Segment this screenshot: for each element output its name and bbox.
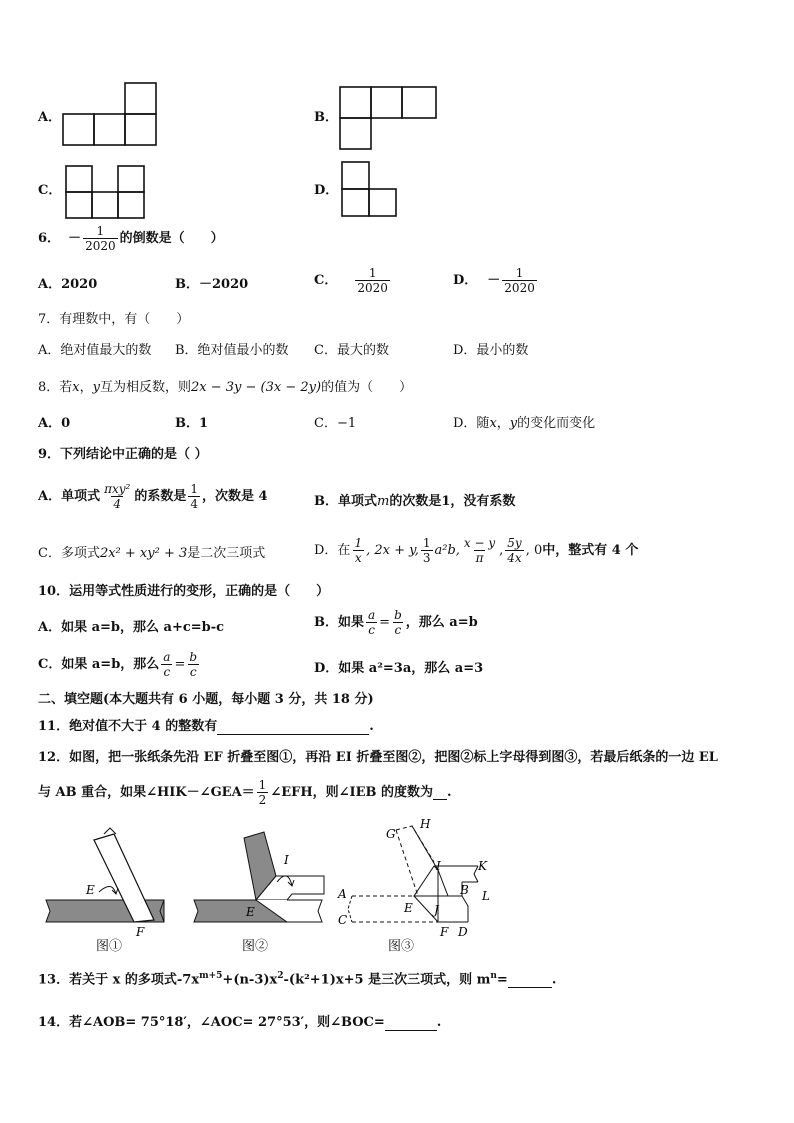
q9-option-a-monomial-num: πxy² bbox=[104, 482, 131, 496]
fig3-caption: 图③ bbox=[388, 939, 415, 954]
q9-option-d-frac4-num: 5y bbox=[507, 536, 522, 550]
q8-stem-mid: 互为相反数，则 bbox=[100, 380, 192, 395]
q12-half-den: 2 bbox=[258, 793, 267, 807]
q9-option-c-post: 是二次三项式 bbox=[187, 546, 266, 561]
q9-option-d-mid3: , 0 bbox=[525, 542, 543, 558]
q9-option-c bbox=[38, 546, 265, 562]
q13-sup3: n bbox=[490, 971, 497, 981]
q8-expression: 2x − 3y − (3x − 2y) bbox=[191, 380, 322, 395]
q6-stem-text: 的倒数是（ ） bbox=[119, 230, 224, 246]
q7-option-c: C．最大的数 bbox=[314, 343, 389, 358]
q9-option-a-monomial-den: 4 bbox=[113, 497, 122, 511]
q10-option-b-pre: B．如果 bbox=[314, 614, 364, 630]
q9-option-d-pre: D．在 bbox=[314, 542, 351, 558]
q7-option-a: A．绝对值最大的数 bbox=[38, 343, 152, 358]
q9-stem: 9．下列结论中正确的是（ ） bbox=[38, 447, 208, 462]
q5-option-b-label: B． bbox=[314, 110, 338, 125]
q13-end: . bbox=[551, 972, 557, 988]
q10-option-b-post: ，那么 a=b bbox=[405, 614, 478, 630]
q8-option-c: C．−1 bbox=[314, 416, 357, 431]
fig3-label-h: H bbox=[420, 817, 431, 831]
q12-half-num: 1 bbox=[258, 778, 267, 792]
fig2-label-i: I bbox=[284, 853, 289, 867]
q11-answer-blank[interactable] bbox=[217, 720, 369, 735]
q9-option-b-pre: B．单项式 bbox=[314, 494, 377, 509]
q10-option-b-frac-b bbox=[392, 608, 404, 637]
q12-half-fraction bbox=[257, 778, 269, 807]
q11 bbox=[38, 719, 374, 735]
fold-figure-3 bbox=[338, 816, 498, 938]
q9-option-d-frac4-den: 4x bbox=[507, 551, 522, 565]
q9-option-a-mid: 的系数是 bbox=[134, 488, 187, 504]
fig3-label-j: J bbox=[434, 903, 439, 917]
q9-option-a-monomial bbox=[102, 482, 132, 511]
fig2-label-e: E bbox=[246, 905, 255, 919]
fig3-label-b: B bbox=[460, 883, 469, 897]
q9-option-d-frac2 bbox=[421, 536, 433, 565]
fig3-label-i: I bbox=[436, 859, 441, 873]
q8-option-d-y: y bbox=[509, 416, 518, 431]
q9-option-d-post: 中，整式有 4 个 bbox=[542, 542, 639, 558]
q6-number: 6． bbox=[38, 230, 61, 246]
q9-option-b-post: 的次数是1，没有系数 bbox=[389, 494, 516, 509]
q9-option-a-coef-den: 4 bbox=[190, 497, 198, 511]
q10-option-b-eq: = bbox=[379, 614, 391, 630]
q6-option-c bbox=[314, 266, 392, 295]
q9-option-c-pre: C．多项式 bbox=[38, 546, 100, 561]
q5-net-a bbox=[62, 80, 162, 148]
q10-option-b-frac-a-num: a bbox=[368, 608, 376, 622]
q8-stem bbox=[38, 380, 412, 396]
fig1-label-e: E bbox=[86, 883, 95, 897]
q8-option-d-post: 的变化而变化 bbox=[517, 416, 596, 431]
q9-option-d-frac1-num: 1 bbox=[354, 536, 363, 550]
q10-option-d: D．如果 a²=3a，那么 a=3 bbox=[314, 661, 484, 676]
q9-option-d-frac3-den: π bbox=[475, 551, 484, 565]
q10-option-a: A．如果 a=b，那么 a+c=b-c bbox=[38, 620, 225, 635]
q10-option-c-frac-a-num: a bbox=[163, 650, 171, 664]
q13-sup2: 2 bbox=[277, 971, 284, 981]
q5-option-d-label: D． bbox=[314, 183, 339, 198]
q9-option-d-frac3 bbox=[462, 536, 497, 565]
q9-option-d-mid1: , 2x + y, bbox=[366, 542, 419, 558]
fig3-label-e: E bbox=[404, 901, 413, 915]
q10-option-b bbox=[314, 608, 478, 637]
q8-stem-pre: 8．若 bbox=[38, 380, 73, 395]
q10-option-c-frac-a bbox=[161, 650, 172, 679]
q10-option-c bbox=[38, 650, 201, 679]
q6-option-d-fraction bbox=[502, 266, 537, 295]
q6-stem bbox=[38, 224, 224, 253]
q10-option-c-frac-b bbox=[187, 650, 199, 679]
q8-option-d bbox=[453, 416, 595, 432]
q12-answer-blank[interactable] bbox=[433, 785, 447, 800]
fig1-label-f: F bbox=[136, 925, 145, 939]
q14 bbox=[38, 1015, 441, 1031]
fold-figure-2 bbox=[192, 830, 332, 940]
q5-option-a-label: A． bbox=[38, 110, 62, 125]
fig3-label-a: A bbox=[338, 887, 347, 901]
q8-stem-post: 的值为（ ） bbox=[321, 380, 413, 395]
q10-option-c-frac-a-den: c bbox=[163, 665, 171, 679]
q9-option-a-post: ，次数是 4 bbox=[202, 488, 268, 504]
q9-option-d-frac1 bbox=[352, 536, 364, 565]
q8-sep: ， bbox=[79, 380, 93, 395]
fig3-label-f: F bbox=[440, 925, 449, 939]
q7-option-d: D．最小的数 bbox=[453, 343, 529, 358]
q8-option-d-sep: ， bbox=[496, 416, 510, 431]
q12-line2 bbox=[38, 778, 452, 807]
q12-line1: 12．如图，把一张纸条先沿 EF 折叠至图①，再沿 EI 折叠至图②，把图②标上字母得到图③，若最后纸条的一边 EL bbox=[38, 750, 718, 765]
q6-option-d-denominator: 2020 bbox=[504, 281, 535, 295]
q13 bbox=[38, 968, 556, 988]
q5-net-d bbox=[341, 160, 401, 220]
q9-option-c-expr: 2x² + xy² + 3 bbox=[99, 546, 188, 561]
q6-option-d-numerator: 1 bbox=[515, 266, 524, 280]
q11-text: 11．绝对值不大于 4 的整数有 bbox=[38, 719, 218, 734]
q9-option-d-mid2: a²b, bbox=[434, 542, 460, 558]
fig2-caption: 图② bbox=[242, 939, 269, 954]
q13-mid2: -(k²+1)x+5 是三次三项式，则 m bbox=[283, 972, 491, 988]
fig3-label-g: G bbox=[386, 827, 396, 841]
q6-fraction-denominator: 2020 bbox=[85, 239, 116, 253]
q13-sup1: m+5 bbox=[199, 971, 223, 981]
q6-option-c-label: C． bbox=[314, 272, 338, 288]
q6-option-c-denominator: 2020 bbox=[357, 281, 388, 295]
q14-answer-blank[interactable] bbox=[385, 1016, 437, 1031]
q8-var-y: y bbox=[92, 380, 100, 395]
q6-fraction-numerator: 1 bbox=[96, 224, 105, 238]
q6-option-d-label: D． bbox=[453, 272, 478, 288]
q6-option-c-fraction bbox=[355, 266, 390, 295]
q6-fraction bbox=[83, 224, 118, 253]
q13-answer-blank[interactable] bbox=[508, 973, 552, 988]
q10-option-b-frac-a bbox=[366, 608, 377, 637]
section-heading: 二、填空题(本大题共有 6 小题，每小题 3 分，共 18 分) bbox=[38, 692, 374, 707]
q13-post: = bbox=[496, 972, 508, 988]
q8-option-d-pre: D．随 bbox=[453, 416, 490, 431]
q6-option-d-minus: － bbox=[487, 272, 501, 288]
q9-option-d-frac1-den: x bbox=[354, 551, 362, 565]
q9-option-d-frac2-num: 1 bbox=[422, 536, 431, 550]
fig3-label-d: D bbox=[458, 925, 468, 939]
q10-option-b-frac-b-den: c bbox=[394, 623, 402, 637]
q8-option-a: A．0 bbox=[38, 416, 71, 431]
q11-end: . bbox=[369, 719, 374, 734]
q9-option-b-m: m bbox=[377, 494, 390, 509]
q9-option-d-frac2-den: 3 bbox=[422, 551, 431, 565]
q13-mid1: +(n-3)x bbox=[222, 972, 278, 988]
fig1-caption: 图① bbox=[96, 939, 123, 954]
q8-option-b: B．1 bbox=[175, 416, 209, 431]
fig3-label-c: C bbox=[338, 913, 348, 927]
q5-net-b bbox=[339, 85, 439, 151]
q6-option-b: B．－2020 bbox=[175, 277, 249, 292]
q5-option-c-label: C． bbox=[38, 183, 62, 198]
q14-text: 14．若∠AOB= 75°18′，∠AOC= 27°53′，则∠BOC= bbox=[38, 1015, 385, 1030]
q6-option-a: A．2020 bbox=[38, 277, 98, 292]
q10-option-b-frac-a-den: c bbox=[368, 623, 375, 637]
q14-end: . bbox=[436, 1015, 442, 1030]
q9-option-d-frac3-num: x − y bbox=[463, 536, 496, 550]
q7-stem: 7．有理数中，有（ ） bbox=[38, 312, 190, 327]
q13-text: 13．若关于 x 的多项式-7x bbox=[38, 972, 200, 988]
q10-option-c-frac-b-num: b bbox=[189, 650, 198, 664]
q10-option-b-frac-b-num: b bbox=[394, 608, 402, 622]
fold-figure-1 bbox=[44, 830, 174, 940]
q12-line2-post: ∠EFH，则∠IEB 的度数为 bbox=[270, 784, 434, 800]
q10-stem: 10．运用等式性质进行的变形，正确的是（ ） bbox=[38, 584, 330, 599]
q9-option-a-coefficient bbox=[188, 482, 200, 511]
fig3-label-l: L bbox=[482, 889, 490, 903]
q10-option-c-eq: = bbox=[174, 656, 186, 672]
q8-var-x: x bbox=[72, 380, 80, 395]
q5-net-c bbox=[65, 164, 151, 220]
q6-option-c-numerator: 1 bbox=[368, 266, 377, 280]
q9-option-d-frac4 bbox=[505, 536, 523, 565]
q12-line2-pre: 与 AB 重合，如果∠HIK－∠GEA＝ bbox=[38, 784, 255, 800]
q10-option-c-frac-b-den: c bbox=[189, 665, 197, 679]
q7-option-b: B．绝对值最小的数 bbox=[175, 343, 289, 358]
q9-option-a bbox=[38, 482, 268, 511]
q12-end: . bbox=[447, 784, 452, 800]
q6-minus: － bbox=[68, 230, 82, 246]
q9-option-a-pre: A．单项式 bbox=[38, 488, 101, 504]
q9-option-b bbox=[314, 494, 515, 510]
q8-option-d-x: x bbox=[489, 416, 497, 431]
fig3-label-k: K bbox=[478, 859, 487, 873]
q9-option-d: D．在 $\frac{1}{x}$ , 2x + y, $\frac{1}{3}$ a²b, $\frac{x - y}{\pi}$ , $\frac{5y}{4x}$ , 0 中，整式有 4 个 bbox=[314, 536, 639, 565]
q9-option-a-coef-num: 1 bbox=[190, 482, 198, 496]
q10-option-c-pre: C．如果 a=b，那么 bbox=[38, 656, 160, 672]
q6-option-d bbox=[453, 266, 539, 295]
